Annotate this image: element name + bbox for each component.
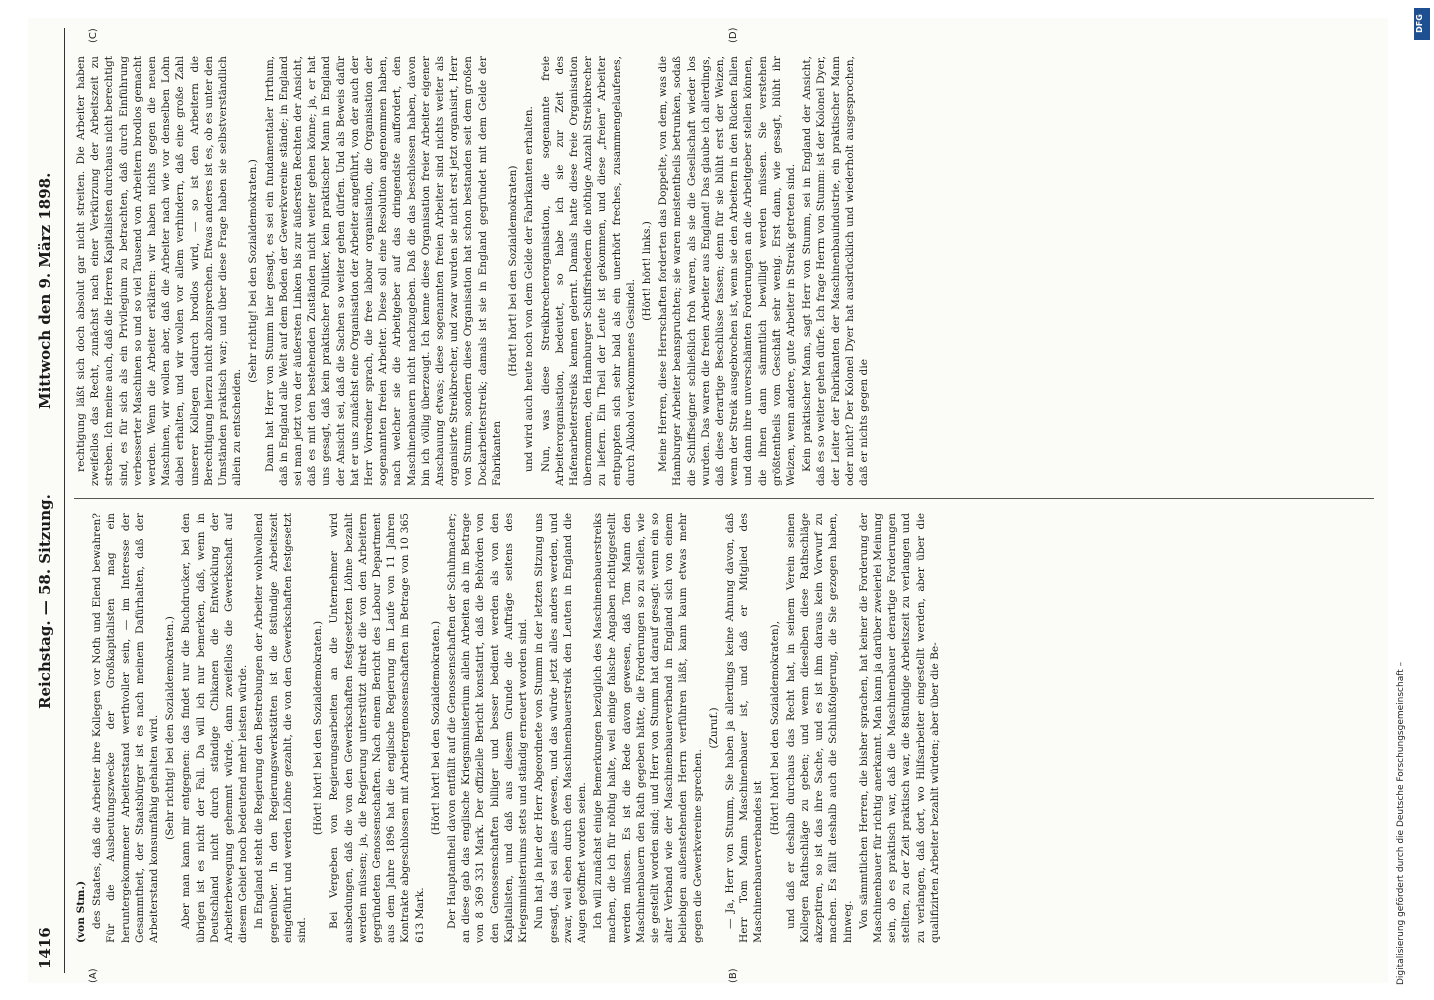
paragraph: rechtigung läßt sich doch absolut gar nicht streiten. Die Arbeiter haben zweifellos das Recht, zunächst nach einer Verkürzung der Arbeitszeit zu streben. Ich meine auch, daß die Herren Kapitalisten durchaus nicht berechtigt sind, es für sich als ein Privilegium zu betrachten, daß durch Einführung verbesserter Maschinen so und so viel Tausend von Arbeitern brodlos gemacht werden. Wenn die Arbeiter erklären: wir haben nichts gegen die neuen Maschinen, wir wollen aber, daß die Arbeiter nach wie vor denselben Lohn dabei erhalten, und wir wollen vor allem verhindern, daß eine große Zahl unserer Kollegen dadurch brodlos wird, — so ist den Arbeitern die Berechtigung hierzu nicht abzusprechen. Etwas anderes ist es, ob es unter den Umständen praktisch war; und über diese Frage haben sie selbstverständlich allein zu entscheiden. bbox=[75, 56, 244, 486]
margin-marker-b: (B) bbox=[728, 968, 739, 983]
paragraph: und wird auch heute noch von dem Gelde der Fabrikanten erhalten. bbox=[523, 106, 536, 472]
paragraph: Ich will zunächst einige Bemerkungen bezüglich des Maschinenbauerstreiks machen, die ich für nöthig halte, weil einige falsche Angaben richtiggestellt werden müssen. Es ist die Rede davon gewesen, daß Tom Mann den Maschinenbauern den Rath gegeben hätte, die Forderungen so zu stellen, wie sie gestellt worden sind; und Herr von Stumm hat darauf gesagt: wenn ein so alter Verband wie der Maschinenbauerverband in England sich von einem beliebigen außenstehenden Herrn verführen läßt, kann kaum etwas mehr gegen die Gewerkvereine sprechen. bbox=[592, 513, 704, 943]
paragraph: Bei Vergeben von Regierungsarbeiten an die Unternehmer wird ausbedungen, daß die von den Gewerkschaften festgesetzten Löhne bezahlt werden müssen; ja, die Regierung unterstützt direkt die von den Arbeitern gegründeten Genossenschaften. Nach einem Bericht des Labour Department aus dem Jahre 1896 hat die englische Regierung im Laufe von 11 Jahren Kontrakte abgeschlossen mit Arbeitergenossenschaften im Betrage von 10 365 613 Mark. bbox=[328, 513, 426, 943]
header-title: Reichstag. — 58. Sitzung. bbox=[36, 494, 54, 709]
paragraph: Von sämmtlichen Herren, die bisher sprachen, hat keiner die Forderung der Maschinenbauer für richtig anerkannt. Man kann ja darüber zweierlei Meinung sein, ob es praktisch war, daß die Maschinenbauer derartige Forderungen stellten, zu der Zeit praktisch war, die 8stündige Arbeitszeit zu verlangen und zu verlangen, daß dort, wo Hilfsarbeiter eingestellt werden, aber über die qualifizirten Arbeiter bezahlt würden; aber über die Be- bbox=[857, 513, 941, 943]
interjection: (Hört! hört! bei den Sozialdemokraten.) bbox=[429, 620, 442, 836]
speaker-label: (von Stm.) bbox=[75, 880, 87, 943]
text-column-right bbox=[74, 56, 1374, 486]
paragraph: Aber man kann mir entgegnen: das findet nur die Buchdrucker, bei den übrigen ist es nicht der Fall. Da will ich nur bemerken, daß, wenn in Deutschland nicht durch ständige Chikanen die Entwicklung der Arbeiterbewegung gehemmt würde, dann zweifellos die Gewerkschaft auf diesem Gebiet noch bedeutend mehr leisten würde. bbox=[180, 513, 250, 943]
paragraph: Nun hat ja hier der Herr Abgeordnete von Stumm in der letzten Sitzung uns gesagt, das sei alles gewesen, und das würde jetzt alles anders werden, und zwar, weil eben durch den Maschinenbauerstreik den Leuten in England die Augen geöffnet worden seien. bbox=[533, 513, 588, 943]
interjection: (Zuruf.) bbox=[707, 707, 720, 749]
paragraph: Nun, was diese Streikbrecherorganisation, die sogenannte freie Arbeiterorganisation, bedeutet, so habe ich sie zur Zeit des Hafenarbeiterstreiks kennen gelernt. Damals hatte diese freie Organisation übernommen, den Hamburger Schiffsrhedern die nöthige Anzahl Streikbrecher zu liefern. Ein Theil der Leute ist gekommen, und diese „freien“ Arbeiter entpuppten sich sehr bald als ein unerhört freches, zusammengelaufenes, durch Alkohol verkommenes Gesindel. bbox=[539, 56, 637, 486]
paragraph: Der Hauptantheil davon entfällt auf die Genossenschaften der Schuhmacher; an diese gab das englische Kriegsministerium allein Arbeiten ab im Betrage von 8 369 331 Mark. Der offizielle Bericht konstatirt, daß die Behörden von den Genossenschaften billiger und besser bedient werden als von den Kapitalisten, und daß aus diesem Grunde die Aufträge seitens des Kriegsministeriums stets und ständig erneuert worden sind. bbox=[446, 513, 530, 943]
interjection: (Sehr richtig! bei den Sozialdemokraten.) bbox=[164, 616, 177, 840]
column-separator bbox=[74, 498, 1374, 499]
header-rule bbox=[64, 28, 65, 973]
paragraph: des Staates, daß die Arbeiter ihre Kollegen vor Noth und Elend bewahren? Für die Ausbeutungszwecke der Großkapitalisten mag ein heruntergekommener Arbeiterstand werthvoller sein, — im Interesse der Gesammtheit, der Staatsbürger ist es nach meinem Dafürhalten, daß der Arbeiterstand konsumfähig gehalten wird. bbox=[91, 513, 161, 943]
interjection: (Hört! hört! bei den Sozialdemokraten.) bbox=[312, 620, 325, 836]
paragraph: Meine Herren, diese Herrschaften forderten das Doppelte, von dem, was die Hamburger Arbeiter beanspruchten; sie waren meistentheils betrunken, sodaß die Schiffseigner schließlich froh waren, als sie die Gesellschaft wieder los wurden. Das waren die freien Arbeiter aus England! Das glaube ich allerdings, daß diese derartige Beschlüsse fassen; denn für sie blüht erst der Weizen, wenn der Streik ausgebrochen ist, wenn sie den Arbeitern in den Rücken fallen und dann ihre unverschämten Forderungen an die Arbeitgeber stellen können, die ihnen dann sämmtlich bewilligt werden müssen. Sie verstehen größtentheils vom Geschäft sehr wenig. Erst dann, wie gesagt, blüht ihr Weizen, wenn andere, gute Arbeiter in Streik getreten sind. bbox=[657, 56, 797, 486]
page-header bbox=[34, 34, 60, 969]
margin-marker-d: (D) bbox=[728, 27, 739, 43]
header-date: Mittwoch den 9. März 1898. bbox=[36, 172, 54, 409]
text-column-left bbox=[74, 513, 1374, 943]
interjection: (Sehr richtig! bei den Sozialdemokraten.) bbox=[247, 159, 260, 383]
interjection: (Hört! hört! bei den Sozialdemokraten) bbox=[507, 165, 520, 377]
interjection: (Hört! hört! links.) bbox=[640, 221, 653, 321]
page-number: 1416 bbox=[36, 927, 54, 969]
paragraph: Dann hat Herr von Stumm hier gesagt, es sei ein fundamentaler Irrthum, daß in England alle Welt auf dem Boden der Gewerkvereine stände; in England sei man jetzt von der äußersten Linken bis zur äußersten Rechten der Ansicht, daß es mit den bestehenden Zuständen nicht weiter gehen könne; ja, er hat uns gesagt, daß kein praktischer Politiker, kein praktischer Mann in England der Ansicht sei, daß die Sachen so weiter gehen dürfen. Und als Beweis dafür hat er uns zunächst eine Organisation der Arbeiter angeführt, von der auch der Herr Vorredner sprach, die free labour organisation, die Organisation der sogenannten freien Arbeiter. Diese soll eine Resolution angenommen haben, nach welcher sie die Arbeitgeber auf das dringendste auffordert, den Maschinenbauern nicht nachzugeben. Daß die das beschlossen haben, davon bin ich völlig überzeugt. Ich kenne diese Organisation freier Arbeiter eigener Anschauung etwas; diese sogenannten freien Arbeiter sind nichts weiter als organisirte Streikbrecher, und zwar wurden sie nicht erst jetzt organisirt, Herr von Stumm, sondern diese Organisation hat schon bestanden seit dem großen Dockarbeiterstreik; damals ist sie in England gegründet mit dem Gelde der Fabrikanten bbox=[263, 56, 503, 486]
digitization-credit: Digitalisierung gefördert durch die Deutsche Forschungsgemeinschaft – bbox=[1396, 661, 1406, 985]
scanned-page bbox=[28, 18, 1388, 983]
paragraph: — Ja, Herr von Stumm, Sie haben ja allerdings keine Ahnung davon, daß Herr Tom Mann Maschinenbauer ist, und daß er Mitglied des Maschinenbauerverbandes ist bbox=[723, 513, 765, 943]
paragraph: und daß er deshalb durchaus das Recht hat, in seinem Verein seinen Kollegen Rathschläge zu geben; und wenn dieselben diese Rathschläge akzeptiren, so ist das ihre Sache, und es ist ihm daraus kein Vorwurf zu machen. Es fällt deshalb auch die Schlußfolgerung, die Sie gezogen haben, hinweg. bbox=[784, 513, 854, 943]
interjection: (Hört! hört! bei den Sozialdemokraten), bbox=[768, 620, 781, 836]
margin-marker-c: (C) bbox=[88, 28, 99, 43]
paragraph: Kein praktischer Mann, sagt Herr von Stumm, sei in England der Ansicht, daß es so weiter gehen dürfe. Ich frage Herrn von Stumm: ist der Kolonel Dyer, der Leiter der Fabrikanten der Maschinenbauindustrie, ein praktischer Mann oder nicht? Der Kolonel Dyer hat ausdrücklich und wiederholt ausgesprochen, daß er nichts gegen die bbox=[801, 56, 870, 486]
paragraph: In England steht die Regierung den Bestrebungen der Arbeiter wohlwollend gegenüber. In den Regierungswerkstätten ist die 8stündige Arbeitszeit eingeführt und werden Löhne gezahlt, die von den Gewerkschaften festgesetzt sind. bbox=[253, 513, 309, 943]
margin-marker-a: (A) bbox=[88, 968, 99, 983]
dfg-logo: DFG bbox=[1414, 8, 1430, 40]
rotated-page-content bbox=[28, 0, 1388, 983]
